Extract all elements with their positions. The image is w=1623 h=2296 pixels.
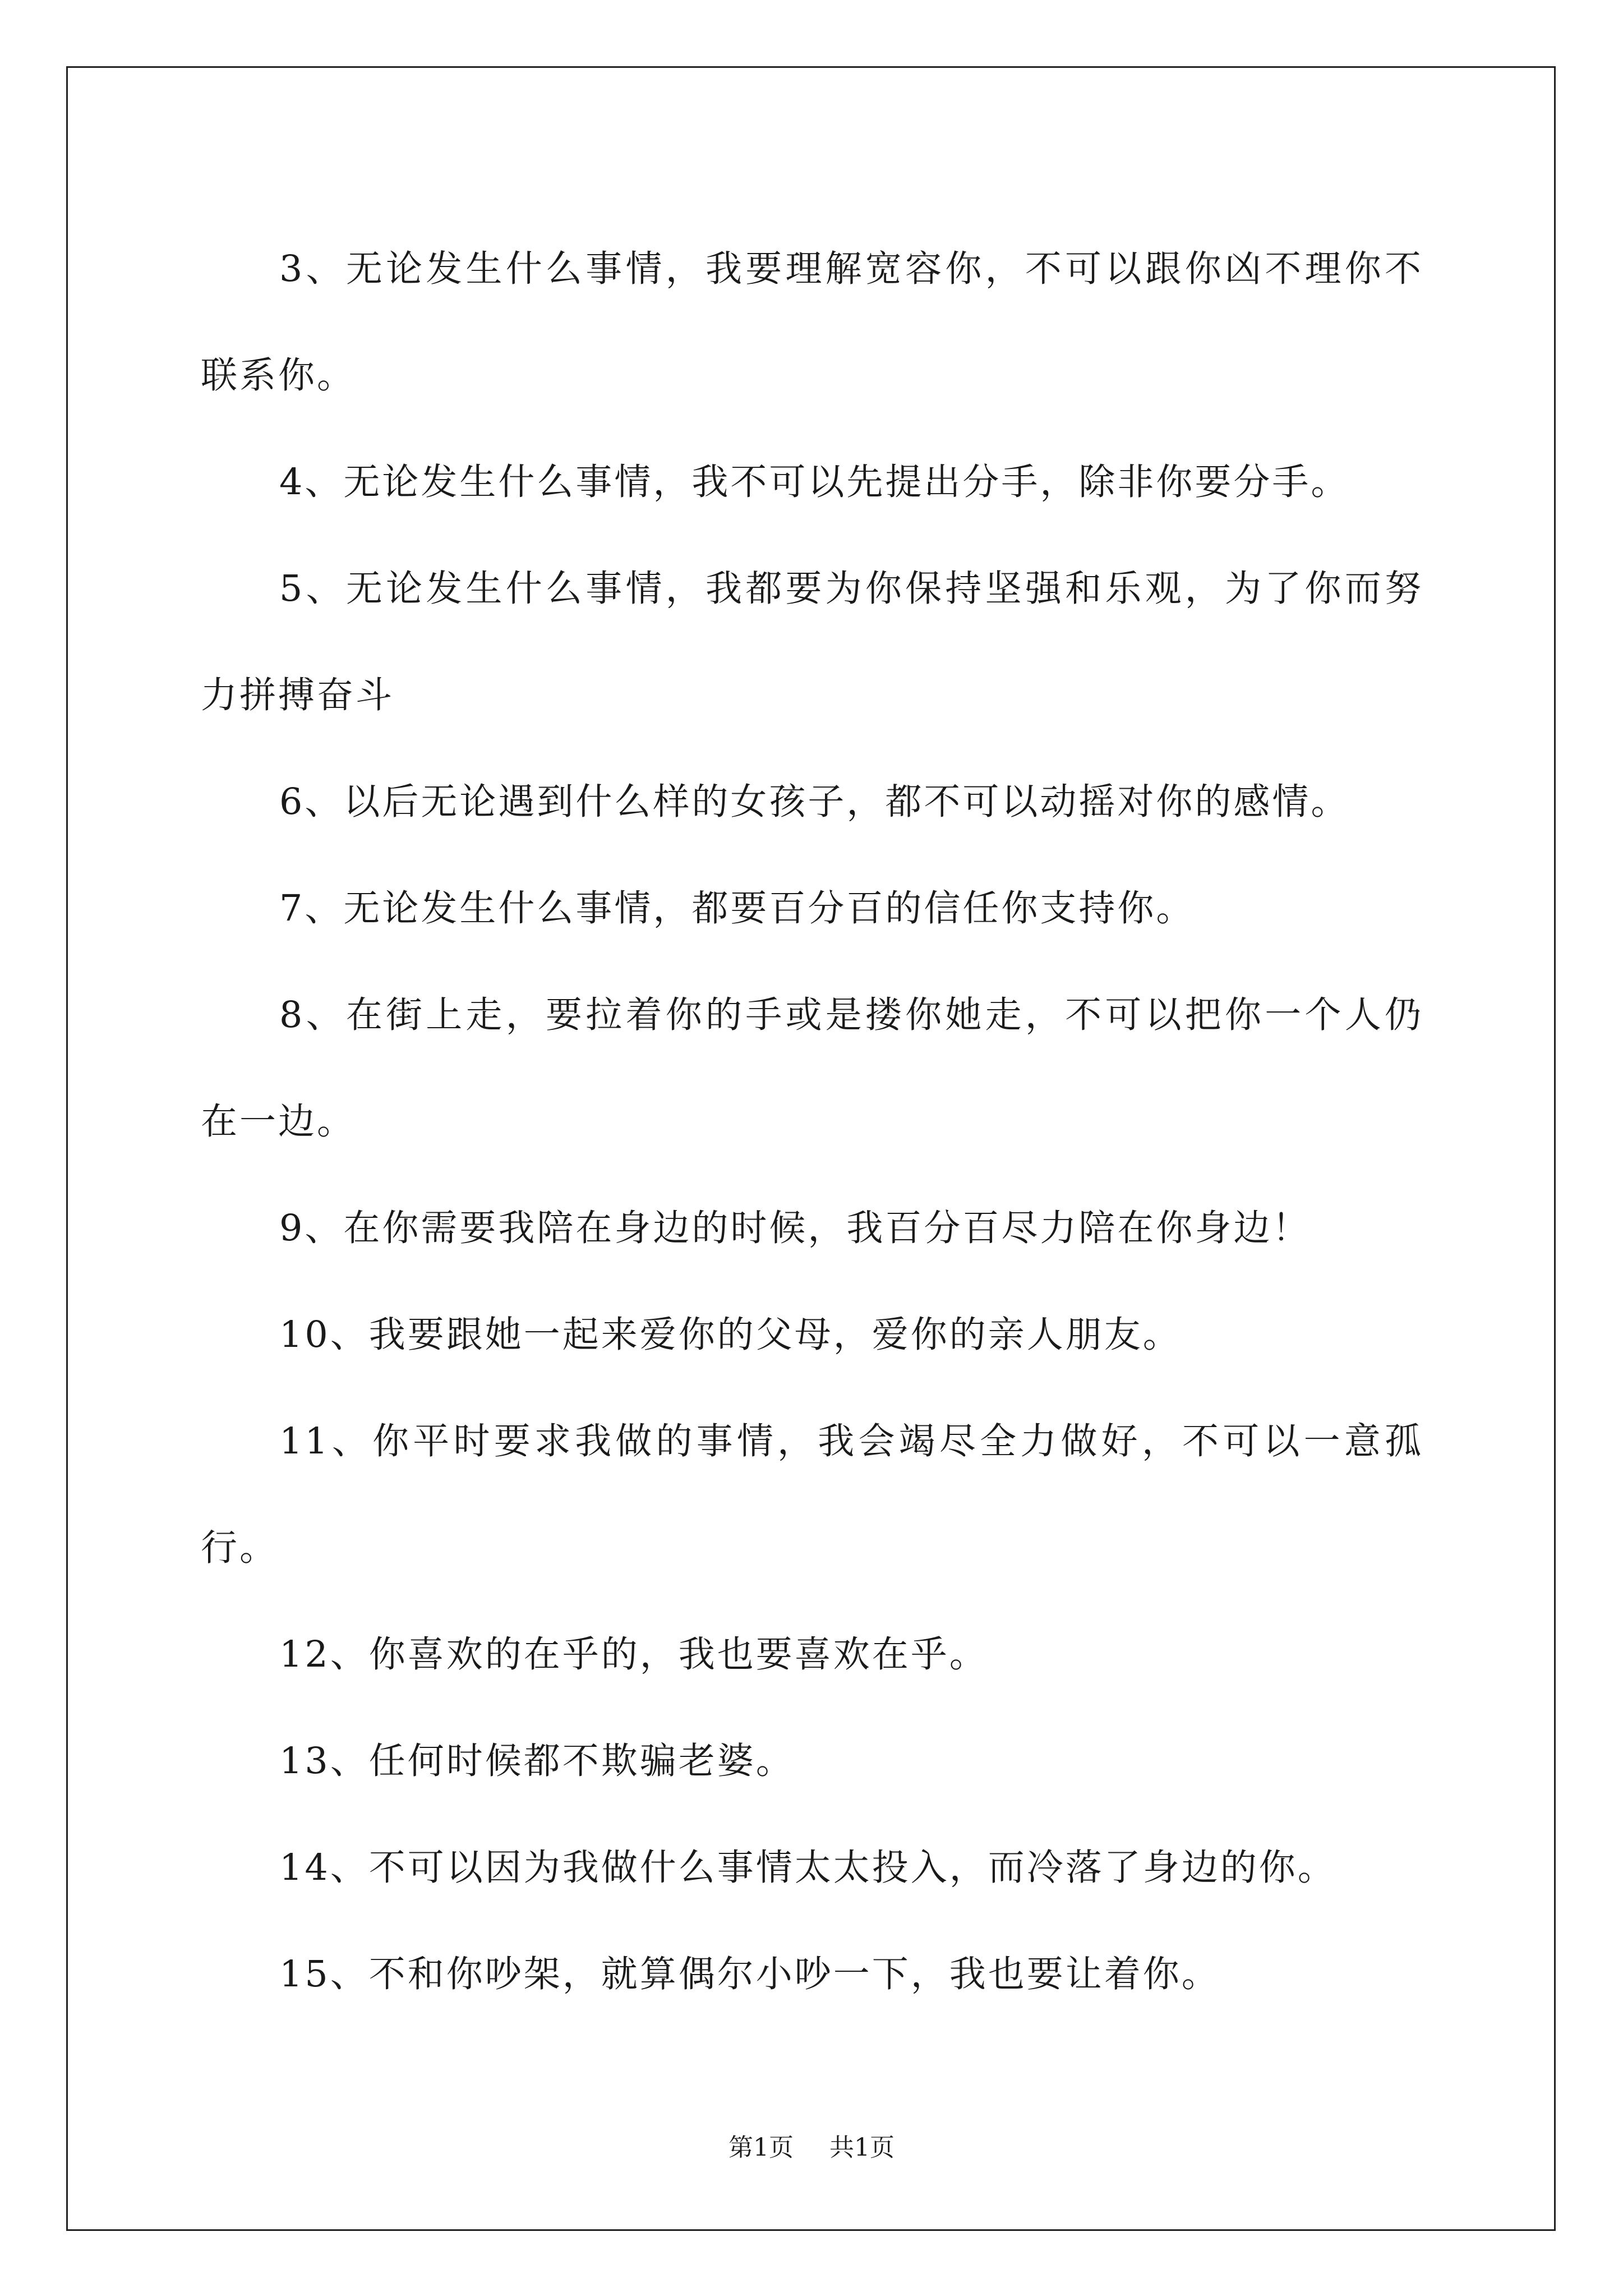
paragraph-4: 4、无论发生什么事情，我不可以先提出分手，除非你要分手。 <box>279 461 1350 503</box>
paragraph-14: 14、不可以因为我做什么事情太太投入，而冷落了身边的你。 <box>279 1847 1336 1889</box>
page-footer <box>0 2127 1623 2163</box>
document-body <box>201 216 1423 2028</box>
page-number: 第1页 <box>728 2133 794 2162</box>
paragraph-5: 5、无论发生什么事情，我都要为你保持坚强和乐观，为了你而努力拼搏奋斗 <box>201 568 1423 716</box>
paragraph-3: 3、无论发生什么事情，我要理解宽容你，不可以跟你凶不理你不联系你。 <box>201 248 1423 397</box>
paragraph-13: 13、任何时候都不欺骗老婆。 <box>279 1740 795 1782</box>
paragraph-10: 10、我要跟她一起来爱你的父母，爱你的亲人朋友。 <box>279 1314 1182 1356</box>
paragraph-12: 12、你喜欢的在乎的，我也要喜欢在乎。 <box>279 1634 988 1676</box>
paragraph-15: 15、不和你吵架，就算偶尔小吵一下，我也要让着你。 <box>279 1953 1220 1995</box>
paragraph-7: 7、无论发生什么事情，都要百分百的信任你支持你。 <box>279 887 1195 930</box>
paragraph-11: 11、你平时要求我做的事情，我会竭尽全力做好，不可以一意孤行。 <box>201 1420 1423 1569</box>
page-total: 共1页 <box>829 2133 895 2162</box>
paragraph-9: 9、在你需要我陪在身边的时候，我百分百尽力陪在你身边！ <box>279 1207 1311 1249</box>
paragraph-6: 6、以后无论遇到什么样的女孩子，都不可以动摇对你的感情。 <box>279 781 1350 823</box>
paragraph-8: 8、在街上走，要拉着你的手或是搂你她走，不可以把你一个人仍在一边。 <box>201 994 1423 1143</box>
